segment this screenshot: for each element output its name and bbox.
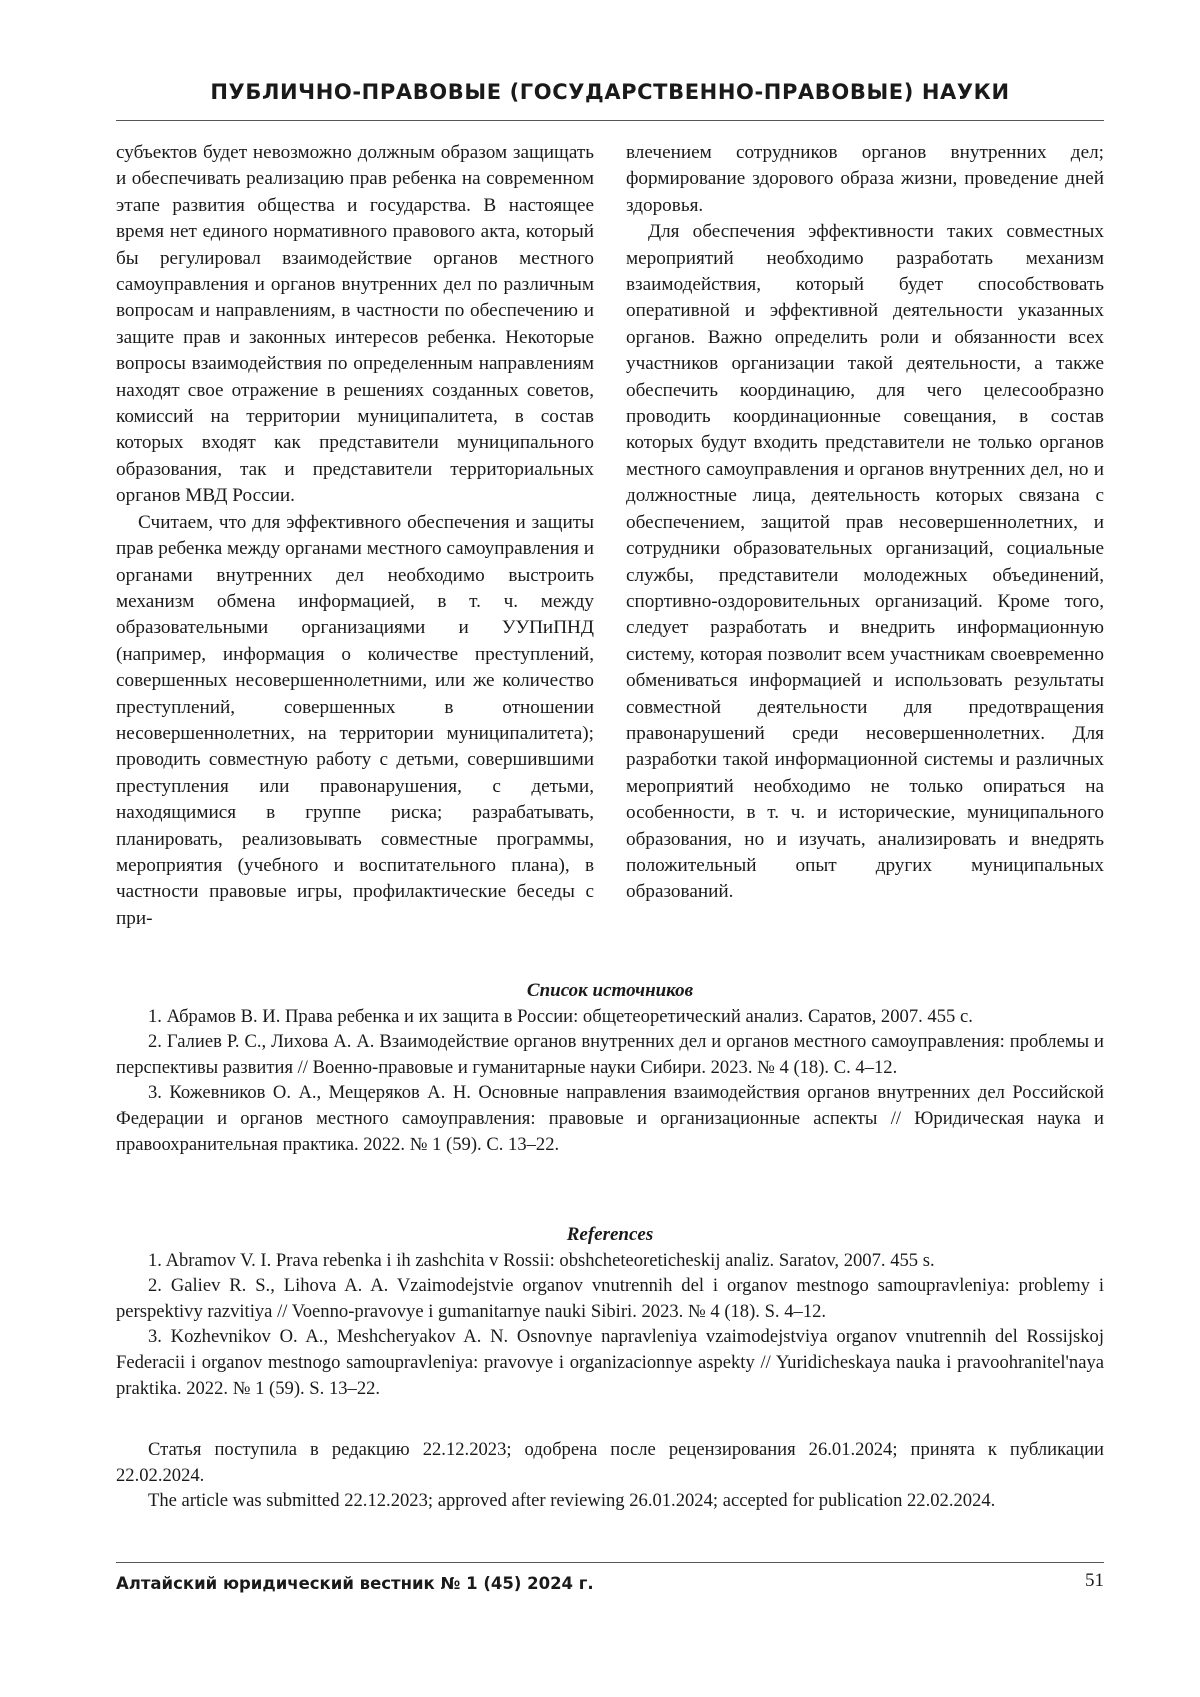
source-item: 1. Абрамов В. И. Права ребенка и их защита в России: общетеоретический анализ. Саратов, 2007. 455 с. bbox=[148, 1005, 973, 1027]
header-divider bbox=[116, 120, 1104, 121]
right-paragraph-1: влечением сотрудников органов внутренних дел; формирование здорового образа жизни, проведение дней здоровья. bbox=[626, 142, 1104, 216]
left-column bbox=[116, 140, 594, 932]
body-columns bbox=[116, 140, 1104, 932]
references-section bbox=[116, 1222, 1104, 1401]
article-dates bbox=[116, 1437, 1104, 1514]
right-column bbox=[626, 140, 1104, 932]
reference-item: 2. Galiev R. S., Lihova A. A. Vzaimodejstvie organov vnutrennih del i organov mestnogo samoupravleniya: problemy i perspektivy razvitiya // Voenno-pravovye i gumanitarnye nauki Sibiri. 2023. № 4 (18). S. 4–12. bbox=[116, 1275, 1104, 1322]
reference-item: 1. Abramov V. I. Prava rebenka i ih zashchita v Rossii: obshcheteoreticheskij analiz. Saratov, 2007. 455 s. bbox=[148, 1249, 935, 1271]
sources-title: Список источников bbox=[526, 980, 694, 1001]
references-title: References bbox=[566, 1224, 654, 1245]
source-item: 3. Кожевников О. А., Мещеряков А. Н. Основные направления взаимодействия органов внутренних дел Российской Федерации и органов местного самоуправления: правовые и организационные аспекты // Юридическая наука и правоохранительная практика. 2022. № 1 (59). С. 13–22. bbox=[116, 1082, 1104, 1155]
sources-section bbox=[116, 978, 1104, 1157]
left-paragraph-2: Считаем, что для эффективного обеспечения и защиты прав ребенка между органами местного самоуправления и органами внутренних дел необходимо выстроить механизм обмена информацией, в т. ч. между образовательными организациями и УУПиПНД (например, информация о количестве преступлений, совершенных несовершеннолетними, или же количество преступлений, совершенных в отношении несовершеннолетних, на территории муниципалитета); проводить совместную работу с детьми, совершившими преступления или правонарушения, с детьми, находящимися в группе риска; разрабатывать, планировать, реализовывать совместные программы, мероприятия (учебного и воспитательного плана), в частности правовые игры, профилактические беседы с при- bbox=[116, 511, 594, 929]
dates-russian: Статья поступила в редакцию 22.12.2023; одобрена после рецензирования 26.01.2024; принята к публикации 22.02.2024. bbox=[116, 1439, 1104, 1486]
source-item: 2. Галиев Р. С., Лихова А. А. Взаимодействие органов внутренних дел и органов местного самоуправления: проблемы и перспективы развития // Военно-правовые и гуманитарные науки Сибири. 2023. № 4 (18). С. 4–12. bbox=[116, 1031, 1104, 1078]
footer-divider bbox=[116, 1562, 1104, 1563]
reference-item: 3. Kozhevnikov O. A., Meshcheryakov A. N. Osnovnye napravleniya vzaimodejstviya organov vnutrennih del Rossijskoj Federacii i organov mestnogo samoupravleniya: pravovye i organizacionnye aspekty // Yuridicheskaya nauka i pravoohranitel'naya praktika. 2022. № 1 (59). S. 13–22. bbox=[116, 1326, 1104, 1399]
left-paragraph-1: субъектов будет невозможно должным образом защищать и обеспечивать реализацию прав ребенка на современном этапе развития общества и государства. В настоящее время нет единого нормативного правового акта, который бы регулировал взаимодействие органов местного самоуправления и органов внутренних дел по различным вопросам и направлениям, в частности по обеспечению и защите прав и законных интересов ребенка. Некоторые вопросы взаимодействия по определенным направлениям находят свое отражение в решениях созданных советов, комиссий на территории муниципалитета, в состав которых входят как представители муниципального образования, так и представители территориальных органов МВД России. bbox=[116, 142, 594, 507]
page-number: 51 bbox=[1085, 1570, 1104, 1591]
running-header: ПУБЛИЧНО-ПРАВОВЫЕ (ГОСУДАРСТВЕННО-ПРАВОВЫЕ) НАУКИ bbox=[210, 80, 1010, 104]
dates-english: The article was submitted 22.12.2023; approved after reviewing 26.01.2024; accepted for publication 22.02.2024. bbox=[148, 1490, 996, 1512]
right-paragraph-2: Для обеспечения эффективности таких совместных мероприятий необходимо разработать механизм взаимодействия, который будет способствовать оперативной и эффективной деятельности указанных органов. Важно определить роли и обязанности всех участников организации такой деятельности, а также обеспечить координацию, для чего целесообразно проводить координационные совещания, в состав которых будут входить представители не только органов местного самоуправления и органов внутренних дел, но и должностные лица, деятельность которых связана с обеспечением, защитой прав несовершеннолетних, и сотрудники образовательных организаций, социальные службы, представители молодежных объединений, спортивно-оздоровительных организаций. Кроме того, следует разработать и внедрить информационную систему, которая позволит всем участникам своевременно обмениваться информацией и использовать результаты совместной деятельности для предотвращения правонарушений среди несовершеннолетних. Для разработки такой информационной системы и различных мероприятий необходимо не только опираться на особенности, в т. ч. и исторические, муниципального образования, но и изучать, анализировать и внедрять положительный опыт других муниципальных образований. bbox=[626, 221, 1104, 903]
footer-journal-title: Алтайский юридический вестник № 1 (45) 2024 г. bbox=[116, 1574, 594, 1593]
